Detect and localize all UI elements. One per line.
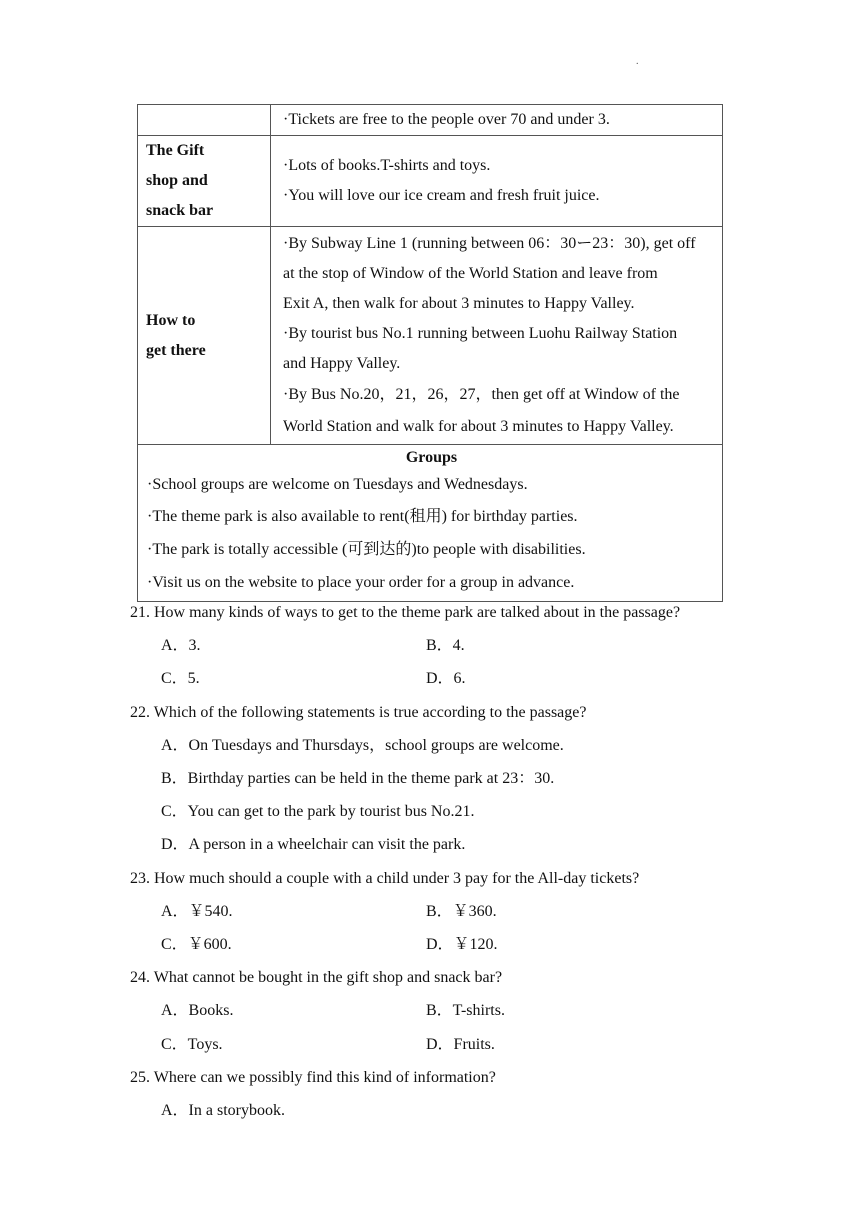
question-22: 22. Which of the following statements is true according to the passage? [130, 703, 587, 721]
option-c: C．Toys. [161, 1035, 223, 1053]
tickets-row-label [138, 105, 271, 136]
option-c: C．5. [161, 670, 200, 688]
tickets-row [138, 105, 723, 136]
get-there-row [138, 227, 723, 445]
option-d: D．A person in a wheelchair can visit the park. [161, 836, 466, 854]
option-b: B．T-shirts. [426, 1002, 505, 1020]
option-d: D．￥120. [426, 936, 498, 954]
groups-line: ·Visit us on the website to place your order for a group in advance. [147, 573, 575, 591]
route-line: Exit A, then walk for about 3 minutes to Happy Valley. [283, 294, 635, 312]
option-d: D．Fruits. [426, 1035, 495, 1053]
route-line: ·By Bus No.20，21，26，27，then get off at Window of the [283, 385, 680, 403]
option-b: B．￥360. [426, 902, 497, 920]
route-line: ·By Subway Line 1 (running between 06：30ー23：30), get off [283, 234, 696, 252]
option-b: B．Birthday parties can be held in the theme park at 23：30. [161, 769, 555, 787]
route-line: and Happy Valley. [283, 354, 401, 372]
option-c: C．You can get to the park by tourist bus No.21. [161, 803, 475, 821]
question-24: 24. What cannot be bought in the gift shop and snack bar? [130, 969, 503, 987]
gift-line: ·You will love our ice cream and fresh fruit juice. [283, 187, 600, 204]
groups-title: Groups [405, 448, 458, 466]
option-a: A．On Tuesdays and Thursdays，school groups are welcome. [161, 736, 564, 754]
option-b: B．4. [426, 637, 465, 654]
question-21: 21. How many kinds of ways to get to the theme park are talked about in the passage? [130, 604, 681, 621]
question-25: 25. Where can we possibly find this kind of information? [130, 1068, 496, 1086]
gift-line: ·Lots of books.T-shirts and toys. [283, 157, 491, 174]
groups-line: ·School groups are welcome on Tuesdays and Wednesdays. [147, 475, 528, 493]
groups-line: ·The park is totally accessible (可到达的)to people with disabilities. [147, 541, 586, 558]
option-a: A．3. [161, 637, 201, 654]
option-d: D．6. [426, 670, 466, 688]
questions-section [130, 596, 740, 1127]
option-a: A．In a storybook. [161, 1101, 285, 1119]
question-23: 23. How much should a couple with a child under 3 pay for the All-day tickets? [130, 869, 640, 887]
gift-shop-label: The Gift shop and snack bar [138, 136, 271, 227]
route-line: ·By tourist bus No.1 running between Luohu Railway Station [283, 324, 678, 342]
gift-shop-row [138, 136, 723, 227]
groups-line: ·The theme park is also available to rent(租用) for birthday parties. [147, 508, 578, 526]
option-a: A．￥540. [161, 902, 233, 920]
route-line: at the stop of Window of the World Station and leave from [283, 264, 658, 282]
groups-row [138, 445, 723, 602]
route-line: World Station and walk for about 3 minutes to Happy Valley. [283, 417, 674, 435]
info-table [137, 104, 723, 602]
get-there-label: How to get there [138, 227, 271, 445]
header-mark: . [636, 56, 639, 67]
option-a: A．Books. [161, 1002, 234, 1020]
tickets-line: ·Tickets are free to the people over 70 and under 3. [283, 111, 610, 128]
option-c: C．￥600. [161, 936, 232, 954]
